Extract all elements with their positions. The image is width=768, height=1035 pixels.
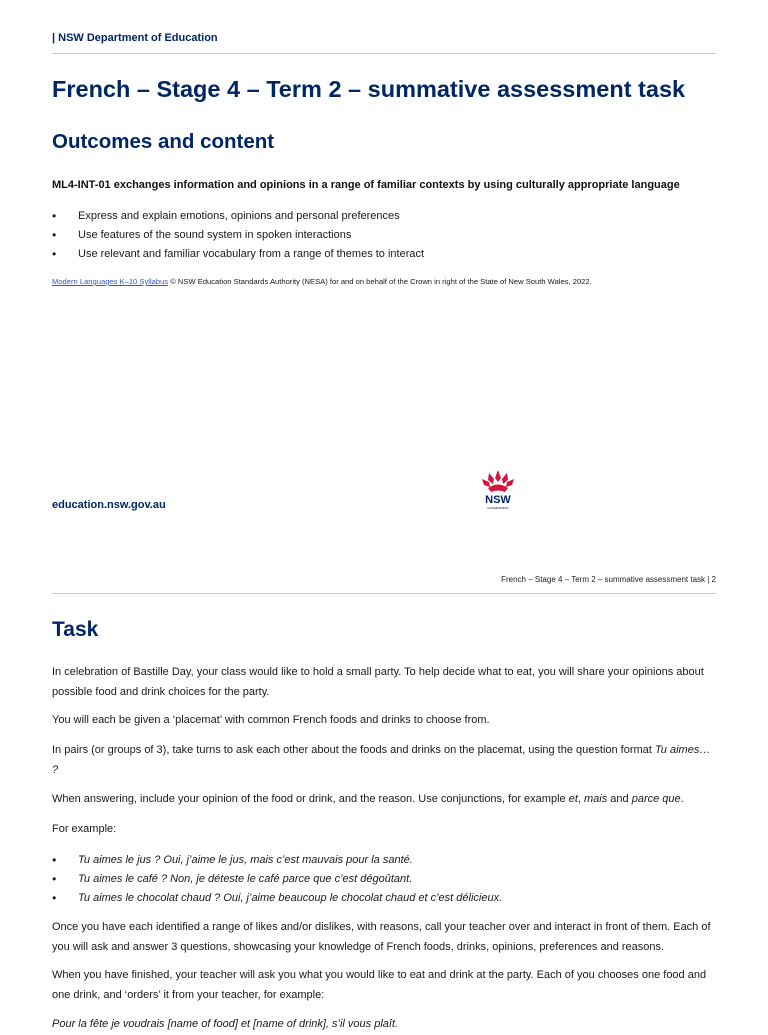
website-url: education.nsw.gov.au (52, 499, 166, 511)
paragraph-text: In pairs (or groups of 3), take turns to ask each other about the foods and drinks on the placemat, using the question format (52, 744, 655, 756)
list-item: • Tu aimes le chocolat chaud ? Oui, j’aime beaucoup le chocolat chaud et c’est délicieux. (52, 891, 502, 910)
copyright-text: © NSW Education Standards Authority (NESA) for and on behalf of the Crown in right of the State of New South Wales, 2022. (168, 277, 592, 286)
page2-header-divider (52, 593, 716, 594)
paragraph-text: , (577, 793, 585, 805)
task-paragraph-2: You will each be given a ‘placemat’ with common French foods and drinks to choose from. (52, 714, 490, 726)
header-divider (52, 53, 716, 54)
task-paragraph-8: Pour la fête je voudrais [name of food] et [name of drink], s’il vous plaît. (52, 1018, 399, 1030)
nsw-government-logo (478, 469, 518, 511)
list-item: • Use features of the sound system in spoken interactions (52, 228, 424, 247)
question-format: Tu aimes… ? (52, 744, 711, 776)
task-paragraph-3 (52, 741, 716, 780)
waratah-icon (478, 469, 518, 511)
nsw-logo-text: NSW (485, 494, 511, 506)
task-paragraph-5: For example: (52, 823, 117, 835)
task-paragraph-6: Once you have each identified a range of likes and/or dislikes, with reasons, call your teacher over and interact in front of them. Each of you will ask and answer 3 questions, showcasing your knowledge of French foods, drinks, opinions, preferences and reasons. (52, 921, 711, 953)
list-item: • Tu aimes le café ? Non, je déteste le café parce que c’est dégoûtant. (52, 872, 502, 891)
outcome-statement: ML4-INT-01 exchanges information and opinions in a range of familiar contexts by using culturally appropriate language (52, 179, 680, 191)
syllabus-link[interactable]: Modern Languages K–10 Syllabus (52, 277, 169, 286)
section-heading-outcomes: Outcomes and content (52, 130, 275, 153)
conjunction-parce-que: parce que (631, 793, 681, 805)
list-item: • Use relevant and familiar vocabulary from a range of themes to interact (52, 247, 424, 266)
task-paragraph-1: In celebration of Bastille Day, your class would like to hold a small party. To help decide what to eat, you will share your opinions about possible food and drink choices for the party. (52, 666, 704, 698)
task-paragraph-7: When you have finished, your teacher will ask you what you would like to eat and drink at the party. Each of you chooses one food and one drink, and ‘orders’ it from your teacher, for example: (52, 969, 707, 1001)
paragraph-text: . (680, 793, 684, 805)
example-list (52, 853, 502, 910)
copyright-notice (52, 277, 592, 286)
section-heading-task: Task (52, 618, 99, 641)
list-item: • Express and explain emotions, opinions and personal preferences (52, 209, 424, 228)
nsw-logo-subtext: GOVERNMENT (487, 506, 509, 510)
conjunction-et: et (568, 793, 578, 805)
list-item: • Tu aimes le jus ? Oui, j’aime le jus, mais c’est mauvais pour la santé. (52, 853, 502, 872)
page-title: French – Stage 4 – Term 2 – summative assessment task (52, 76, 686, 102)
header-brand: | NSW Department of Education (52, 32, 218, 44)
paragraph-text: When answering, include your opinion of the food or drink, and the reason. Use conjunctions, for example (52, 793, 569, 805)
page-header-running-title: French – Stage 4 – Term 2 – summative assessment task | 2 (501, 575, 716, 584)
paragraph-text: and (607, 793, 632, 805)
conjunction-mais: mais (584, 793, 608, 805)
task-paragraph-4 (52, 790, 716, 810)
outcome-content-list (52, 209, 424, 266)
